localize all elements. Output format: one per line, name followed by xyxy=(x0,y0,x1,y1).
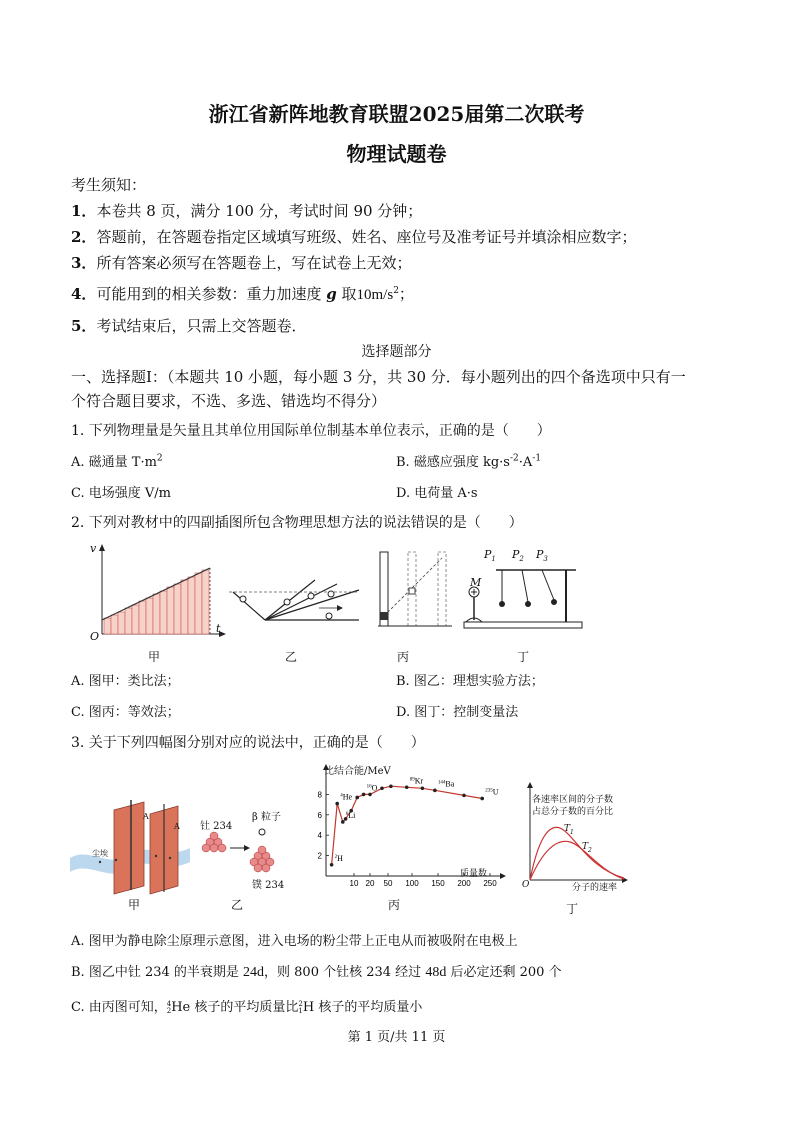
nuclide-label: $^6$Li xyxy=(345,810,356,820)
q3-option-a: A. 图甲为静电除尘原理示意图，进入电场的粉尘带上正电从而被吸附在电极上 xyxy=(71,934,518,949)
data-point xyxy=(330,863,334,867)
ding-t2-label: $T_2$ xyxy=(582,842,592,854)
notice-heading: 考生须知： xyxy=(71,176,147,194)
data-point xyxy=(341,820,345,824)
data-point xyxy=(362,793,366,797)
data-point xyxy=(355,796,359,800)
x-tick-label: 20 xyxy=(365,879,375,888)
exam-subtitle: 物理试题卷 xyxy=(346,142,447,166)
exam-title: 浙江省新阵地教育联盟2025届第二次联考 xyxy=(208,102,585,126)
jia-t-label: t xyxy=(216,622,221,635)
ding-p1-label: $P_1$ xyxy=(484,548,496,564)
data-point xyxy=(389,784,393,788)
data-point xyxy=(421,786,425,790)
ding-t1-label: $T_1$ xyxy=(564,824,574,836)
q3-caption-ding: 丁 xyxy=(566,902,579,916)
q2-figure-ding xyxy=(458,548,588,630)
data-point xyxy=(344,817,348,821)
q1-option-d: D. 电荷量 A·s xyxy=(396,486,478,501)
notice-item-4: 4．可能用到的相关参数：重力加速度 g 取$10m/s^2$； xyxy=(71,285,414,303)
data-point xyxy=(433,789,437,793)
x-tick-label: 100 xyxy=(405,879,419,888)
ding-o-label: O xyxy=(522,880,530,890)
yi-th-label: 钍 234 xyxy=(200,821,233,832)
ding-xlabel: 分子的速率 xyxy=(572,883,618,893)
nuclide-label: $^2$H xyxy=(334,853,343,863)
q3-caption-bing: 丙 xyxy=(388,898,401,912)
q2-figure-bing xyxy=(372,548,462,630)
q1-option-b: B. 磁感应强度 $kg\cdot s^{-2}\cdot A^{-1}$ xyxy=(396,453,542,470)
q2-caption-bing: 丙 xyxy=(397,650,410,664)
ding-p2-label: $P_2$ xyxy=(512,548,524,564)
data-point xyxy=(335,802,339,806)
q2-option-b: B. 图乙：理想实验方法； xyxy=(396,674,544,689)
q1-option-a: A. 磁通量 $T\cdot m^2$ xyxy=(71,453,163,470)
yi-beta-label: β 粒子 xyxy=(252,812,281,823)
data-point xyxy=(368,793,372,797)
notice-item-3: 3．所有答案必须写在答题卷上，写在试卷上无效； xyxy=(71,254,412,272)
notice-item-2: 2．答题前，在答题卷指定区域填写班级、姓名、座位号及准考证号并填涂相应数字； xyxy=(71,228,637,246)
q3-option-c: C. 由丙图可知，4 2He 核子的平均质量比2 1H 核子的平均质量小 xyxy=(71,999,423,1015)
jia-o-label: O xyxy=(90,630,100,643)
q2-option-c: C. 图丙：等效法； xyxy=(71,705,180,720)
q2-figure-jia xyxy=(88,542,228,642)
x-tick-label: 10 xyxy=(349,879,359,888)
ding-p3-label: $P_3$ xyxy=(536,548,548,564)
yi-pa-label: 镤 234 xyxy=(252,880,285,891)
q3-figure-ding xyxy=(520,780,630,893)
q1-option-c: C. 电场强度 V/m xyxy=(71,486,171,501)
q3-stem: 3. 关于下列四幅图分别对应的说法中，正确的是（ ） xyxy=(71,735,425,751)
q2-stem: 2. 下列对教材中的四副插图所包含物理思想方法的说法错误的是（ ） xyxy=(71,515,523,531)
data-point xyxy=(405,785,409,789)
nuclide-label: $^{89}$Kr xyxy=(409,776,424,786)
x-tick-label: 50 xyxy=(383,879,393,888)
jia-a2-label: A xyxy=(174,822,180,831)
section-title: 选择题部分 xyxy=(361,344,432,360)
y-tick-label: 2 xyxy=(317,851,322,861)
data-point xyxy=(380,786,384,790)
data-point xyxy=(462,794,466,798)
chart-xlabel: 质量数 xyxy=(460,869,488,879)
data-point xyxy=(480,797,484,801)
notice-item-5: 5．考试结束后，只需上交答题卷． xyxy=(71,317,307,335)
notice-item-1: 1．本卷共 8 页，满分 100 分，考试时间 90 分钟； xyxy=(71,202,423,220)
nuclide-label: $^4$He xyxy=(340,792,353,802)
ding-ylabel-2: 占总分子数的百分比 xyxy=(532,807,614,817)
jia-a1-label: A xyxy=(143,812,149,821)
binding-energy-line xyxy=(332,786,483,865)
q2-caption-ding: 丁 xyxy=(517,650,530,664)
q2-option-d: D. 图丁：控制变量法 xyxy=(396,705,519,720)
part1-instructions-line1: 一、选择题Ⅰ：（本题共 10 小题，每小题 3 分，共 30 分．每小题列出的四个备选项中只有一 xyxy=(71,368,686,386)
x-tick-label: 200 xyxy=(457,879,471,888)
part1-instructions-line2: 个符合题目要求，不选、多选、错选均不得分） xyxy=(71,392,387,410)
q3-caption-yi: 乙 xyxy=(231,898,244,912)
jia-v-label: v xyxy=(90,542,97,555)
x-tick-label: 150 xyxy=(431,879,445,888)
nuclide-label: $^{144}$Ba xyxy=(437,779,455,789)
nuclide-label: $^{235}$U xyxy=(485,787,499,797)
page-footer: 第 1 页/共 11 页 xyxy=(347,1030,446,1045)
q3-figure-jia xyxy=(70,800,195,900)
chart-x-arrow xyxy=(500,873,506,879)
q1-stem: 1. 下列物理量是矢量且其单位用国际单位制基本单位表示，正确的是（ ） xyxy=(71,423,551,439)
y-tick-label: 8 xyxy=(317,790,322,800)
q3-option-b: B. 图乙中钍 234 的半衰期是 24d，则 800 个钍核 234 经过 48d 后必定还剩 200 个 xyxy=(71,965,562,980)
dust-label: 尘埃 xyxy=(92,849,108,858)
x-tick-label: 250 xyxy=(483,879,497,888)
q2-option-a: A. 图甲：类比法； xyxy=(71,674,180,689)
y-tick-label: 6 xyxy=(317,810,322,820)
q3-figure-yi xyxy=(200,812,290,892)
q2-caption-jia: 甲 xyxy=(148,650,161,664)
q2-caption-yi: 乙 xyxy=(285,650,298,664)
ding-ylabel-1: 各速率区间的分子数 xyxy=(532,795,614,805)
y-tick-label: 4 xyxy=(317,831,322,841)
ding-m-label: M xyxy=(470,576,482,589)
q3-caption-jia: 甲 xyxy=(128,898,141,912)
binding-energy-chart xyxy=(310,758,510,888)
chart-ylabel: 比结合能/MeV xyxy=(324,766,391,777)
q2-figure-yi xyxy=(225,560,365,630)
nuclide-label: $^{16}$O xyxy=(366,783,378,793)
